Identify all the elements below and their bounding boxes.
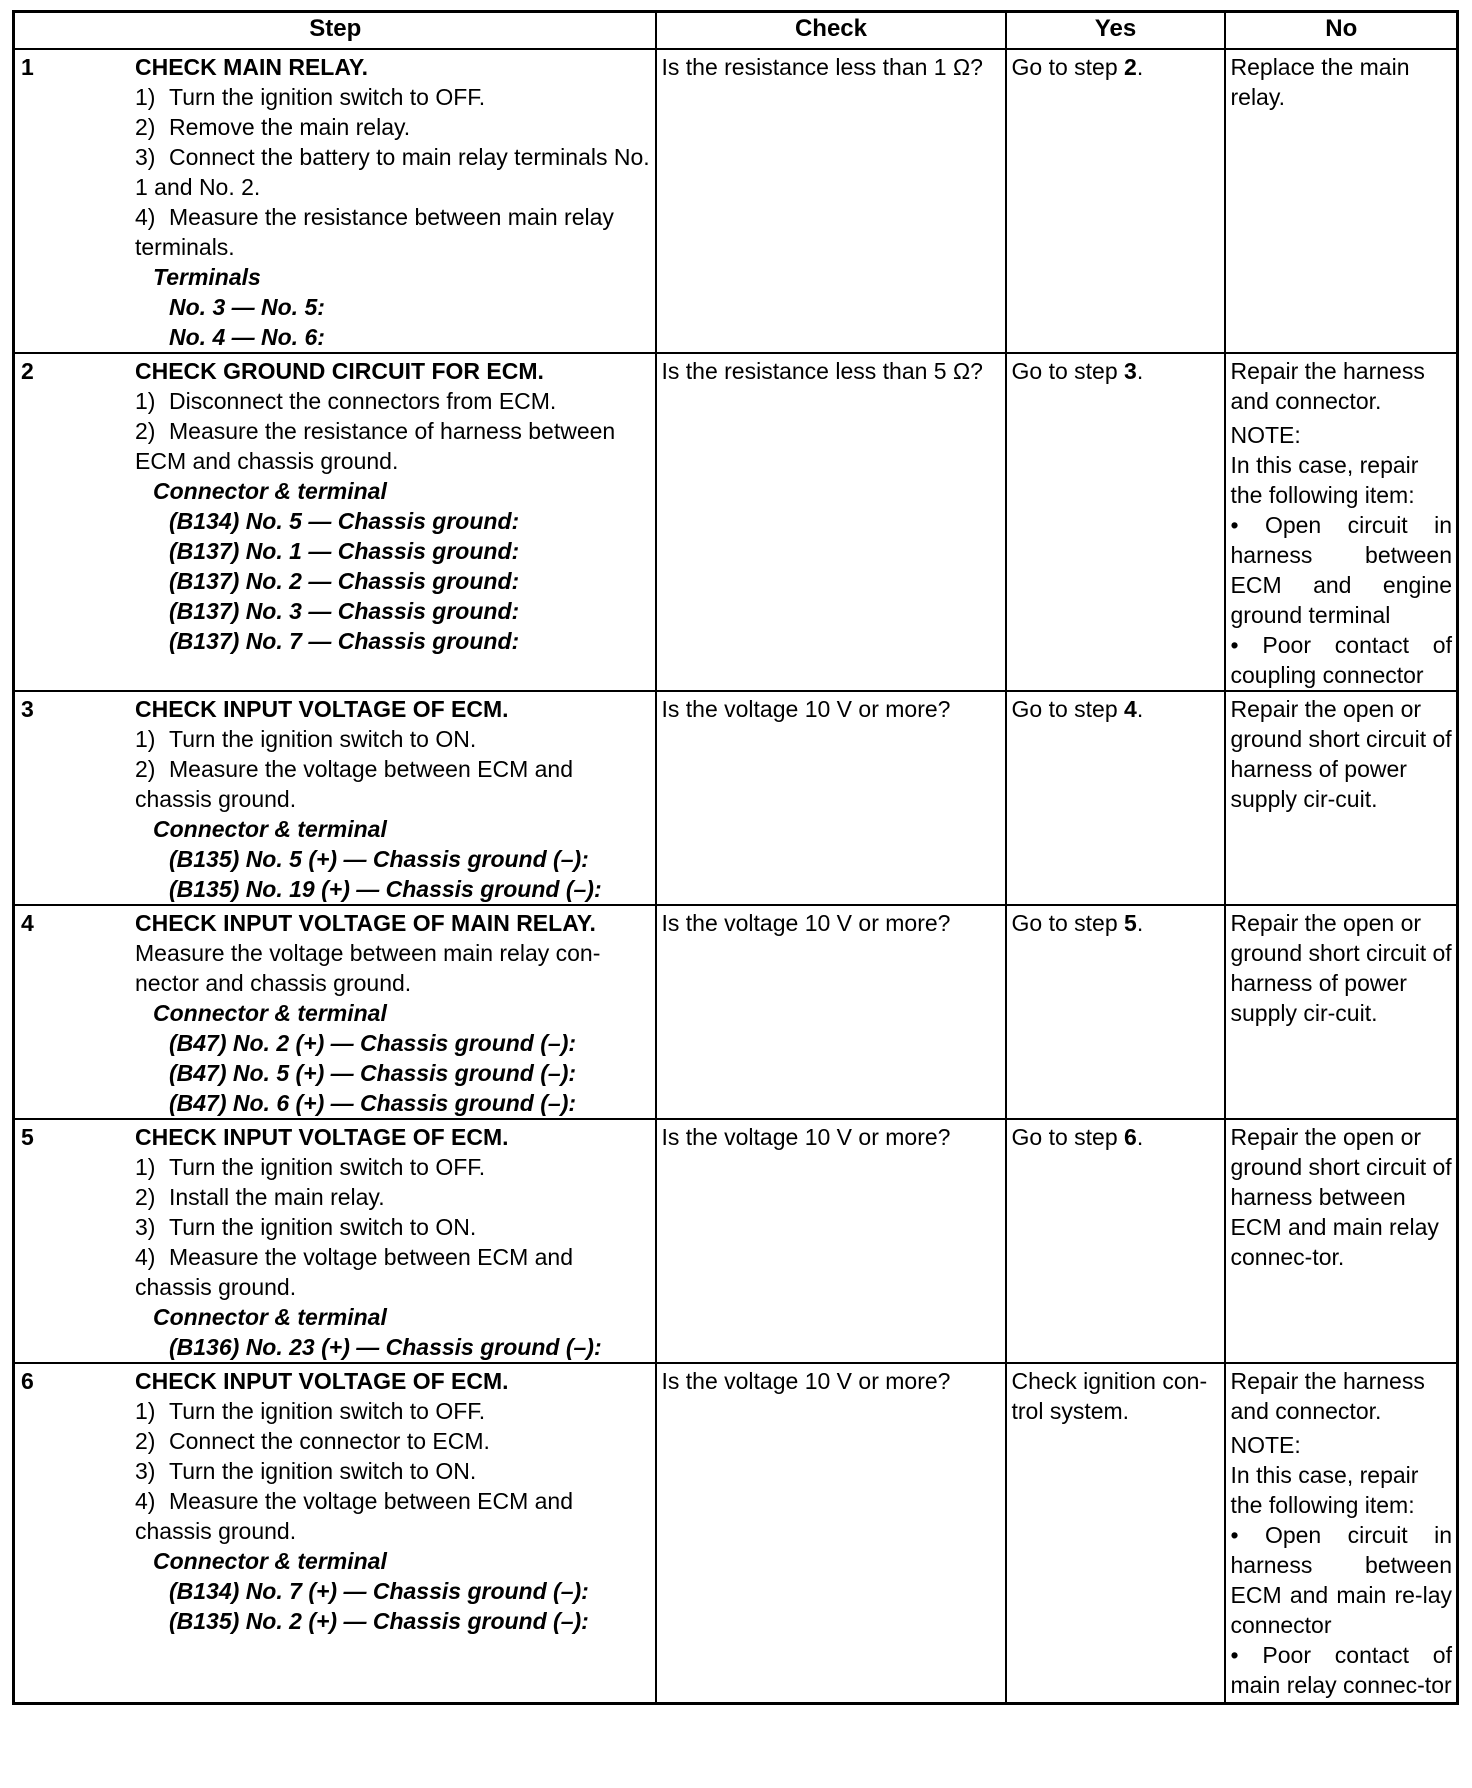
instruction-number: 4) bbox=[135, 1488, 156, 1514]
step-instructions bbox=[135, 1396, 651, 1546]
note-label: NOTE: bbox=[1230, 422, 1301, 448]
instruction-item bbox=[135, 1486, 651, 1546]
instruction-text: Remove the main relay. bbox=[169, 114, 411, 140]
instruction-text: Turn the ignition switch to ON. bbox=[169, 1214, 477, 1240]
instruction-number: 3) bbox=[135, 144, 156, 170]
diagnostic-procedure-table bbox=[12, 10, 1459, 1705]
step-number: 6 bbox=[21, 1368, 34, 1394]
spec-heading: Connector & terminal bbox=[153, 1548, 387, 1574]
no-action: Repair the harness and connector. bbox=[1230, 1368, 1425, 1424]
instruction-text: Measure the resistance between main relay terminals. bbox=[135, 204, 614, 260]
step-number: 2 bbox=[21, 358, 34, 384]
step-cell bbox=[14, 1363, 656, 1703]
spec-heading: Terminals bbox=[153, 264, 261, 290]
instruction-item bbox=[135, 416, 651, 476]
instruction-number: 1) bbox=[135, 84, 156, 110]
instruction-number: 1) bbox=[135, 1398, 156, 1424]
no-cell bbox=[1225, 353, 1458, 691]
instruction-text: Connect the battery to main relay terminals No. 1 and No. 2. bbox=[135, 144, 650, 200]
instruction-text: Turn the ignition switch to OFF. bbox=[169, 1154, 486, 1180]
instruction-number: 2) bbox=[135, 756, 156, 782]
step-cell bbox=[14, 49, 656, 353]
spec-heading: Connector & terminal bbox=[153, 816, 387, 842]
spec-item: (B137) No. 1 — Chassis ground: bbox=[169, 538, 520, 564]
no-action: Repair the open or ground short circuit of harness between ECM and main relay connec-tor. bbox=[1230, 1124, 1452, 1270]
instruction-item bbox=[135, 82, 651, 112]
no-action: Repair the open or ground short circuit of harness of power supply cir-cuit. bbox=[1230, 910, 1452, 1026]
no-cell bbox=[1225, 1119, 1458, 1363]
table-row bbox=[14, 691, 1458, 905]
table-body bbox=[14, 49, 1458, 1703]
no-cell bbox=[1225, 691, 1458, 905]
instruction-number: 1) bbox=[135, 388, 156, 414]
step-instructions bbox=[135, 724, 651, 814]
procedure-table-container bbox=[12, 10, 1456, 1705]
yes-cell bbox=[1006, 1363, 1225, 1703]
spec-heading: Connector & terminal bbox=[153, 1304, 387, 1330]
spec-item: (B135) No. 2 (+) — Chassis ground (–): bbox=[169, 1608, 589, 1634]
step-number: 5 bbox=[21, 1124, 34, 1150]
yes-text: Go to step bbox=[1011, 696, 1125, 722]
instruction-text: Disconnect the connectors from ECM. bbox=[169, 388, 557, 414]
spec-heading: Connector & terminal bbox=[153, 1000, 387, 1026]
spec-item: (B47) No. 6 (+) — Chassis ground (–): bbox=[169, 1090, 577, 1116]
instruction-text: Connect the connector to ECM. bbox=[169, 1428, 490, 1454]
yes-cell bbox=[1006, 353, 1225, 691]
yes-text: Go to step bbox=[1011, 1124, 1125, 1150]
step-title: CHECK INPUT VOLTAGE OF MAIN RELAY. bbox=[135, 910, 596, 936]
step-title: CHECK INPUT VOLTAGE OF ECM. bbox=[135, 1124, 509, 1150]
header-yes: Yes bbox=[1006, 12, 1225, 50]
instruction-text: Turn the ignition switch to ON. bbox=[169, 1458, 477, 1484]
no-action: Repair the open or ground short circuit of harness of power supply cir-cuit. bbox=[1230, 696, 1452, 812]
check-cell: Is the voltage 10 V or more? bbox=[656, 905, 1006, 1119]
yes-step-ref: 5 bbox=[1124, 910, 1137, 936]
no-cell bbox=[1225, 905, 1458, 1119]
instruction-item bbox=[135, 112, 651, 142]
spec-item: No. 4 — No. 6: bbox=[169, 324, 325, 350]
step-cell bbox=[14, 353, 656, 691]
check-cell: Is the voltage 10 V or more? bbox=[656, 1363, 1006, 1703]
step-number: 1 bbox=[21, 54, 34, 80]
table-row bbox=[14, 49, 1458, 353]
step-cell bbox=[14, 1119, 656, 1363]
instruction-number: 3) bbox=[135, 1458, 156, 1484]
instruction-number: 2) bbox=[135, 1184, 156, 1210]
instruction-number: 2) bbox=[135, 1428, 156, 1454]
spec-item: (B135) No. 19 (+) — Chassis ground (–): bbox=[169, 876, 602, 902]
yes-text: Go to step bbox=[1011, 910, 1125, 936]
instruction-text: Measure the voltage between ECM and chassis ground. bbox=[135, 1244, 574, 1300]
no-action: Repair the harness and connector. bbox=[1230, 358, 1425, 414]
step-title: CHECK MAIN RELAY. bbox=[135, 54, 369, 80]
instruction-item bbox=[135, 1396, 651, 1426]
note-text: In this case, repair the following item: bbox=[1230, 452, 1419, 508]
spec-item: (B136) No. 23 (+) — Chassis ground (–): bbox=[169, 1334, 602, 1360]
table-row bbox=[14, 1363, 1458, 1703]
header-step: Step bbox=[14, 12, 656, 50]
instruction-number: 4) bbox=[135, 204, 156, 230]
note-bullet: • Open circuit in harness between ECM and engine ground terminal bbox=[1230, 512, 1452, 628]
spec-heading: Connector & terminal bbox=[153, 478, 387, 504]
note-bullet: • Poor contact of coupling connector bbox=[1230, 632, 1452, 688]
instruction-text: Turn the ignition switch to ON. bbox=[169, 726, 477, 752]
instruction-item bbox=[135, 1456, 651, 1486]
instruction-item bbox=[135, 1242, 651, 1302]
check-cell: Is the voltage 10 V or more? bbox=[656, 691, 1006, 905]
yes-text: Check ignition con-trol system. bbox=[1011, 1368, 1208, 1424]
spec-item: (B47) No. 5 (+) — Chassis ground (–): bbox=[169, 1060, 577, 1086]
note-label: NOTE: bbox=[1230, 1432, 1301, 1458]
instruction-item bbox=[135, 724, 651, 754]
instruction-text: Measure the voltage between ECM and chassis ground. bbox=[135, 756, 574, 812]
header-row bbox=[14, 12, 1458, 50]
header-no: No bbox=[1225, 12, 1458, 50]
yes-suffix: . bbox=[1136, 1124, 1144, 1150]
table-row bbox=[14, 905, 1458, 1119]
yes-step-ref: 2 bbox=[1124, 54, 1137, 80]
spec-item: (B137) No. 3 — Chassis ground: bbox=[169, 598, 520, 624]
yes-cell bbox=[1006, 905, 1225, 1119]
instruction-text: Install the main relay. bbox=[169, 1184, 385, 1210]
note-bullet: • Open circuit in harness between ECM and main re-lay connector bbox=[1230, 1522, 1452, 1638]
step-cell bbox=[14, 905, 656, 1119]
yes-step-ref: 6 bbox=[1124, 1124, 1137, 1150]
check-cell: Is the voltage 10 V or more? bbox=[656, 1119, 1006, 1363]
instruction-item bbox=[135, 1212, 651, 1242]
yes-cell bbox=[1006, 691, 1225, 905]
step-number: 4 bbox=[21, 910, 34, 936]
yes-text: Go to step bbox=[1011, 358, 1125, 384]
spec-item: (B135) No. 5 (+) — Chassis ground (–): bbox=[169, 846, 589, 872]
step-intro: Measure the voltage between main relay con-nector and chassis ground. bbox=[135, 940, 601, 996]
instruction-number: 2) bbox=[135, 418, 156, 444]
instruction-item bbox=[135, 142, 651, 202]
note-text: In this case, repair the following item: bbox=[1230, 1462, 1419, 1518]
instruction-text: Measure the resistance of harness between ECM and chassis ground. bbox=[135, 418, 616, 474]
instruction-item bbox=[135, 1152, 651, 1182]
yes-step-ref: 4 bbox=[1124, 696, 1137, 722]
spec-item: (B134) No. 7 (+) — Chassis ground (–): bbox=[169, 1578, 589, 1604]
step-number: 3 bbox=[21, 696, 34, 722]
table-row bbox=[14, 1119, 1458, 1363]
no-action: Replace the main relay. bbox=[1230, 54, 1410, 110]
yes-suffix: . bbox=[1136, 696, 1144, 722]
instruction-item bbox=[135, 386, 651, 416]
step-title: CHECK INPUT VOLTAGE OF ECM. bbox=[135, 1368, 509, 1394]
instruction-text: Turn the ignition switch to OFF. bbox=[169, 84, 486, 110]
yes-suffix: . bbox=[1136, 54, 1144, 80]
step-instructions bbox=[135, 386, 651, 476]
spec-item: (B137) No. 7 — Chassis ground: bbox=[169, 628, 520, 654]
yes-suffix: . bbox=[1136, 910, 1144, 936]
yes-step-ref: 3 bbox=[1124, 358, 1137, 384]
instruction-number: 3) bbox=[135, 1214, 156, 1240]
instruction-number: 1) bbox=[135, 726, 156, 752]
header-check: Check bbox=[656, 12, 1006, 50]
step-cell bbox=[14, 691, 656, 905]
note-bullet: • Poor contact of main relay connec-tor bbox=[1230, 1642, 1452, 1698]
instruction-number: 4) bbox=[135, 1244, 156, 1270]
step-title: CHECK INPUT VOLTAGE OF ECM. bbox=[135, 696, 509, 722]
instruction-item bbox=[135, 1182, 651, 1212]
yes-text: Go to step bbox=[1011, 54, 1125, 80]
spec-item: (B137) No. 2 — Chassis ground: bbox=[169, 568, 520, 594]
no-cell bbox=[1225, 49, 1458, 353]
check-cell: Is the resistance less than 1 Ω? bbox=[656, 49, 1006, 353]
instruction-item bbox=[135, 754, 651, 814]
step-title: CHECK GROUND CIRCUIT FOR ECM. bbox=[135, 358, 544, 384]
spec-item: No. 3 — No. 5: bbox=[169, 294, 325, 320]
table-row bbox=[14, 353, 1458, 691]
instruction-text: Measure the voltage between ECM and chassis ground. bbox=[135, 1488, 574, 1544]
instruction-item bbox=[135, 1426, 651, 1456]
yes-cell bbox=[1006, 49, 1225, 353]
spec-item: (B134) No. 5 — Chassis ground: bbox=[169, 508, 520, 534]
instruction-number: 2) bbox=[135, 114, 156, 140]
yes-cell bbox=[1006, 1119, 1225, 1363]
step-instructions bbox=[135, 82, 651, 262]
check-cell: Is the resistance less than 5 Ω? bbox=[656, 353, 1006, 691]
yes-suffix: . bbox=[1136, 358, 1144, 384]
instruction-item bbox=[135, 202, 651, 262]
step-instructions bbox=[135, 1152, 651, 1302]
instruction-text: Turn the ignition switch to OFF. bbox=[169, 1398, 486, 1424]
no-cell bbox=[1225, 1363, 1458, 1703]
instruction-number: 1) bbox=[135, 1154, 156, 1180]
spec-item: (B47) No. 2 (+) — Chassis ground (–): bbox=[169, 1030, 577, 1056]
